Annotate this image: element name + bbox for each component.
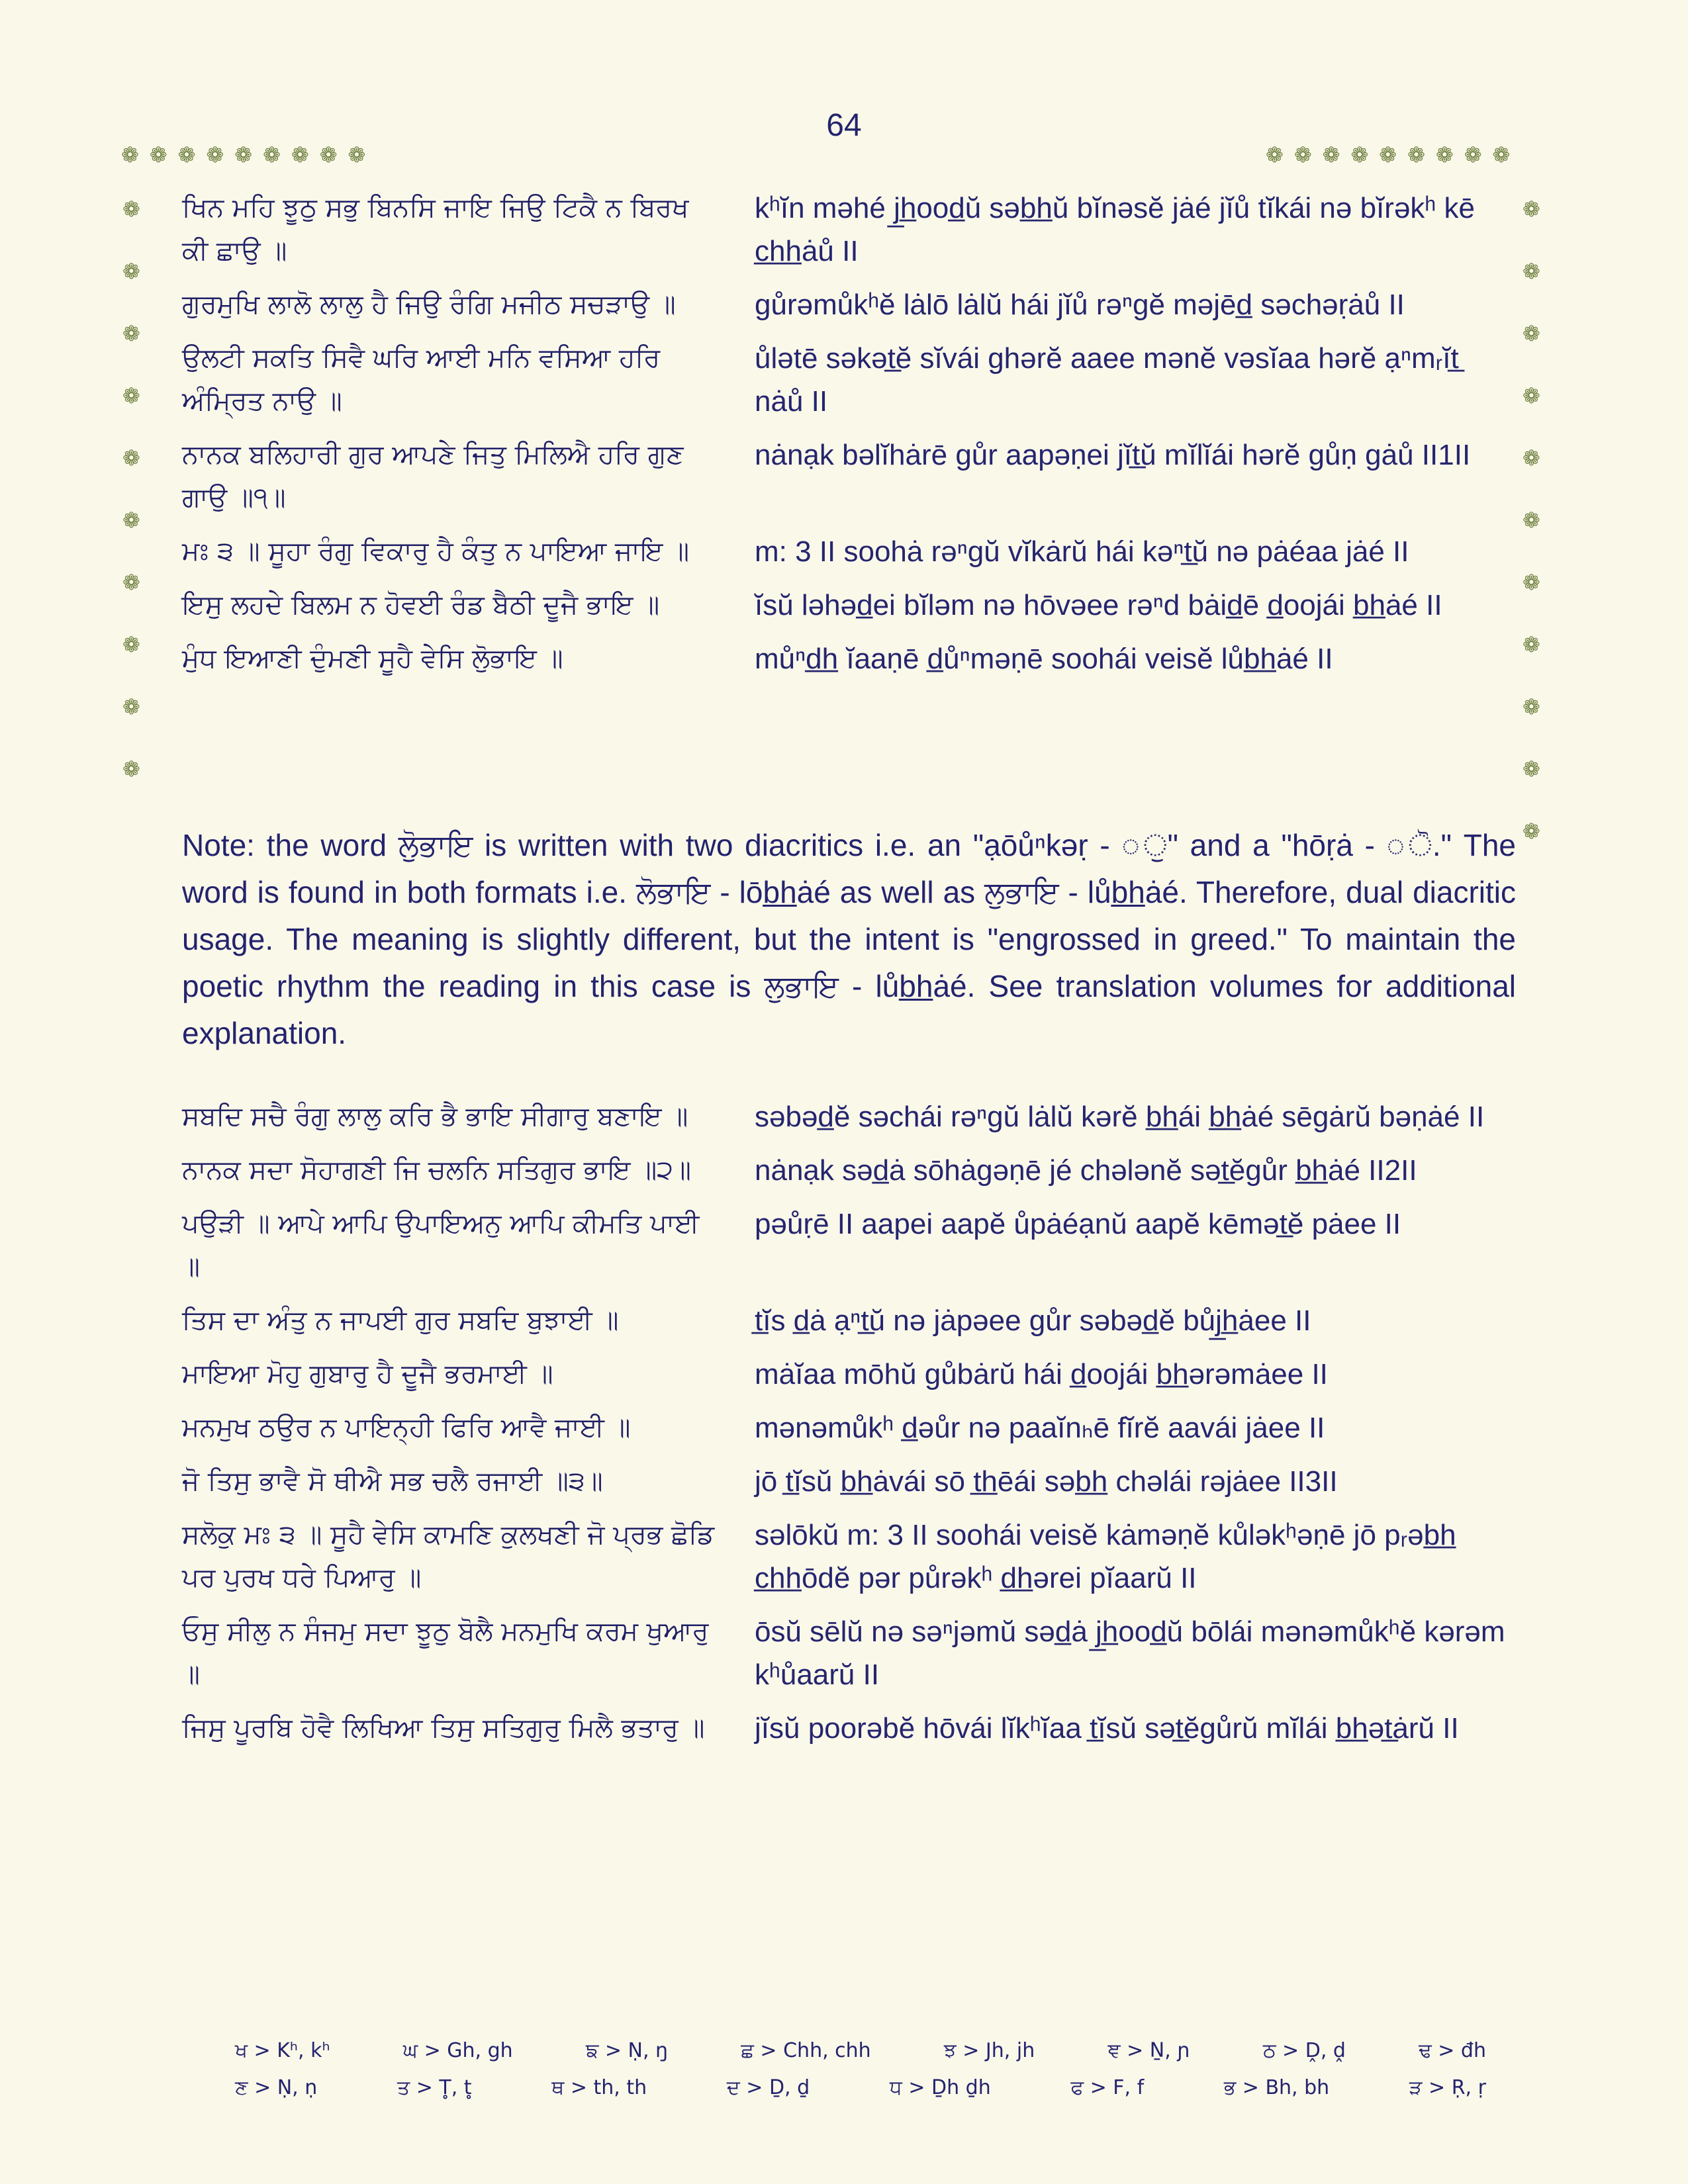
gurmukhi-text: ਓਸੁ ਸੀਲੁ ਨ ਸੰਜਮੁ ਸਦਾ ਝੂਠੁ ਬੋਲੈ ਮਨਮੁਖਿ ਕਰਮ ਖੁਆਰੁ ॥: [182, 1616, 709, 1690]
transliteration-text: ōsŭ sēlŭ nə səⁿjəmŭ səd̲ȧ j̲h̲ood̲ŭ bōlái mənəmůkʰĕ kərəm kʰůaarŭ II: [755, 1615, 1505, 1691]
flower-ornament-icon: ❁: [1523, 756, 1540, 782]
flower-ornament-icon: ❁: [122, 383, 140, 408]
flower-ornament-icon: ❁: [122, 321, 140, 346]
legend-item: ਞ > Ṉ, ɲ: [1107, 2039, 1190, 2062]
transliteration-text: jō t̲ĭsŭ b̲h̲ȧvái sō t̲h̲ēái səb̲h̲ chəlái rəjȧee II3II: [755, 1465, 1338, 1498]
gurmukhi-text: ਸਬਦਿ ਸਚੈ ਰੰਗੁ ਲਾਲੁ ਕਰਿ ਭੈ ਭਾਇ ਸੀਗਾਰੁ ਬਣਾਇ ॥: [182, 1101, 688, 1132]
gurmukhi-text: ਸਲੋਕੁ ਮਃ ੩ ॥ ਸੂਹੈ ਵੇਸਿ ਕਾਮਣਿ ਕੁਲਖਣੀ ਜੋ ਪ੍ਰਭ ਛੋਡਿ ਪਰ ਪੁਰਖ ਧਰੇ ਪਿਆਰੁ ॥: [182, 1520, 715, 1593]
transliteration-text: m: 3 II soohȧ rəⁿgŭ vĭkȧrŭ hái kəⁿt̲ŭ nə pȧéaa jȧé II: [755, 535, 1409, 568]
legend-item: ਙ > Ṇ, ŋ: [585, 2039, 669, 2062]
flower-ornament-icon: ❁: [1523, 632, 1540, 657]
flower-ornament-icon: ❁: [177, 142, 196, 167]
transliteration-text: ĭsŭ ləhəd̲ei bĭləm nə hōvəee rəⁿd bȧid̲ē d̲oojái b̲h̲ȧé II: [755, 589, 1442, 621]
legend-item: ਠ > Ḓ, ḓ: [1262, 2039, 1346, 2062]
flower-ornament-icon: ❁: [1523, 819, 1540, 844]
editor-note: Note: the word ਲੁੋਭਾਇ is written with two diacritics i.e. an "ạōůⁿkəṛ - ◌ੁ" and a "hōṛȧ - ◌ੋ." The word is found in both formats i.e. ਲੋਭਾਇ - lōb̲h̲ȧé as well as ਲੁਭਾਇ - lůb̲h̲ȧé. Therefore, dual diacritic usage. The meaning is slightly different, but the intent is "engrossed in greed." To maintain the poetic rhythm the reading in this case is ਲੁਭਾਇ - lůb̲h̲ȧé. See translation volumes for additional explanation.: [182, 828, 1516, 1050]
transliteration-text: ůlətē səkət̲ĕ sĭvái ghərĕ aaee mənĕ vəsĭaa hərĕ ạⁿmᵣĭt̲ nȧů II: [755, 342, 1459, 418]
verse-row: [182, 433, 1513, 520]
page-number: 64: [826, 108, 862, 143]
verse-row: [182, 1460, 1513, 1503]
transliteration-text: jĭsŭ poorəbĕ hōvái lĭkʰĭaa t̲ĭsŭ sət̲ĕgůrŭ mĭlái b̲h̲ət̲ȧrŭ II: [755, 1712, 1459, 1745]
gurmukhi-text: ਗੁਰਮੁਖਿ ਲਾਲੋ ਲਾਲੁ ਹੈ ਜਿਉ ਰੰਗਿ ਮਜੀਠ ਸਚੜਾਉ ॥: [182, 289, 676, 320]
transliteration-text: nȧnạk səd̲ȧ sōhȧgəṇē jé chələnĕ sət̲ĕgůr b̲h̲ȧé II2II: [755, 1154, 1417, 1187]
legend-item: ਛ > Chh, chh: [741, 2039, 871, 2062]
flower-ornament-icon: ❁: [122, 756, 140, 782]
flower-border-right: [1523, 199, 1540, 842]
flower-ornament-icon: ❁: [1523, 197, 1540, 222]
verse-row: [182, 1610, 1513, 1696]
legend-item: ਣ > Ṇ, ṇ: [235, 2076, 318, 2099]
flower-ornament-icon: ❁: [1523, 570, 1540, 595]
legend-item: ੜ > Ṛ, ṛ: [1409, 2076, 1486, 2099]
legend-item: ਭ > Bh, bh: [1223, 2076, 1330, 2099]
flower-border-left: [122, 199, 140, 780]
flower-ornament-icon: ❁: [1435, 142, 1454, 167]
transliteration-key: [235, 2037, 1486, 2102]
flower-border-top-left: [121, 144, 365, 165]
transliteration-text: můⁿd̲h̲ ĭaaṇē d̲ůⁿməṇē soohái veisĕ lůb̲h̲ȧé II: [755, 643, 1333, 675]
gurmukhi-text: ਇਸੁ ਲਹਦੇ ਬਿਲਮ ਨ ਹੋਵਈ ਰੰਡ ਬੈਠੀ ਦੂਜੈ ਭਾਇ ॥: [182, 590, 660, 620]
gurmukhi-text: ਤਿਸ ਦਾ ਅੰਤੁ ਨ ਜਾਪਈ ਗੁਰ ਸਬਦਿ ਬੁਝਾਈ ॥: [182, 1305, 619, 1336]
flower-ornament-icon: ❁: [1523, 445, 1540, 471]
verse-row: [182, 1299, 1513, 1342]
transliteration-text: kʰĭn məhé j̲h̲ood̲ŭ səb̲h̲ŭ bĭnəsĕ jȧé jĭů tĭkái nə bĭrəkʰ kē c̲h̲h̲ȧů II: [755, 192, 1475, 267]
flower-ornament-icon: ❁: [122, 570, 140, 595]
verse-row: [182, 637, 1513, 680]
transliteration-text: səlōkŭ m: 3 II soohái veisĕ kȧməṇĕ kůləkʰəṇē jō pᵣəb̲h̲ c̲h̲h̲ōdĕ pər půrəkʰ d̲h̲ərei pĭaarŭ II: [755, 1519, 1456, 1594]
flower-ornament-icon: ❁: [122, 445, 140, 471]
legend-item: ਥ > th, th: [551, 2076, 647, 2099]
transliteration-text: nȧnạk bəlĭhȧrē gůr aapəṇei jĭt̲ŭ mĭlĭái hərĕ gůṇ gȧů II1II: [755, 439, 1471, 471]
gurmukhi-text: ਨਾਨਕ ਸਦਾ ਸੋਹਾਗਣੀ ਜਿ ਚਲਨਿ ਸਤਿਗੁਰ ਭਾਇ ॥੨॥: [182, 1155, 692, 1185]
gurmukhi-text: ਨਾਨਕ ਬਲਿਹਾਰੀ ਗੁਰ ਆਪਣੇ ਜਿਤੁ ਮਿਲਿਐ ਹਰਿ ਗੁਣ ਗਾਉ ॥੧॥: [182, 439, 684, 513]
flower-ornament-icon: ❁: [1492, 142, 1511, 167]
flower-ornament-icon: ❁: [121, 142, 139, 167]
flower-ornament-icon: ❁: [348, 142, 366, 167]
legend-item: ਖ > Kʰ, kʰ: [235, 2039, 330, 2062]
legend-row: [235, 2074, 1486, 2102]
transliteration-text: t̲ĭs d̲ȧ ạⁿt̲ŭ nə jȧpəee gůr səbəd̲ĕ bůj̲h̲ȧee II: [755, 1304, 1311, 1337]
legend-item: ਘ > Gh, gh: [402, 2039, 513, 2062]
flower-ornament-icon: ❁: [1523, 694, 1540, 719]
gurmukhi-text: ਮਾਇਆ ਮੋਹੁ ਗੁਬਾਰੁ ਹੈ ਦੂਜੈ ਭਰਮਾਈ ॥: [182, 1359, 553, 1389]
verse-row: [182, 1353, 1513, 1396]
verse-row: [182, 584, 1513, 627]
legend-item: ਢ > đh: [1419, 2039, 1486, 2062]
transliteration-text: pəůṛē II aapei aapĕ ůpȧéạnŭ aapĕ kēmət̲ĕ pȧee II: [755, 1208, 1401, 1240]
verse-row: [182, 283, 1513, 326]
flower-ornament-icon: ❁: [1523, 508, 1540, 533]
legend-row: [235, 2037, 1486, 2065]
gurmukhi-text: ਪਉੜੀ ॥ ਆਪੇ ਆਪਿ ਉਪਾਇਅਨੁ ਆਪਿ ਕੀਮਤਿ ਪਾਈ ॥: [182, 1208, 700, 1282]
flower-ornament-icon: ❁: [1523, 383, 1540, 408]
flower-ornament-icon: ❁: [206, 142, 224, 167]
flower-border-top-right: [1266, 144, 1510, 165]
transliteration-text: mȧĭaa mōhŭ gůbȧrŭ hái d̲oojái b̲h̲ərəmȧee II: [755, 1358, 1328, 1390]
legend-item: ਦ > Ḏ, ḏ: [726, 2076, 810, 2099]
verse-row: [182, 1707, 1513, 1750]
flower-ornament-icon: ❁: [1379, 142, 1397, 167]
legend-item: ਝ > Jh, jh: [943, 2039, 1035, 2062]
flower-ornament-icon: ❁: [1322, 142, 1340, 167]
gurmukhi-text: ਮਨਮੁਖ ਠਉਰ ਨ ਪਾਇਨ੍ਹੀ ਫਿਰਿ ਆਵੈ ਜਾਈ ॥: [182, 1412, 631, 1443]
verse-row: [182, 1514, 1513, 1600]
verse-row: [182, 1149, 1513, 1192]
transliteration-text: səbəd̲ĕ səchái rəⁿgŭ lȧlŭ kərĕ b̲h̲ái b̲h̲ȧé sēgȧrŭ bəṇȧé II: [755, 1101, 1485, 1133]
flower-ornament-icon: ❁: [1523, 259, 1540, 284]
flower-ornament-icon: ❁: [122, 259, 140, 284]
gurmukhi-text: ਮਃ ੩ ॥ ਸੂਹਾ ਰੰਗੁ ਵਿਕਾਰੁ ਹੈ ਕੰਤੁ ਨ ਪਾਇਆ ਜਾਇ ॥: [182, 536, 690, 567]
legend-item: ਫ > F, f: [1070, 2076, 1145, 2099]
transliteration-text: mənəmůkʰ d̲əůr nə paaĭnₕē fĭrĕ aavái jȧee II: [755, 1412, 1325, 1444]
gurmukhi-text: ਉਲਟੀ ਸਕਤਿ ਸਿਵੈ ਘਰਿ ਆਈ ਮਨਿ ਵਸਿਆ ਹਰਿ ਅੰਮ੍ਰਿਤ ਨਾਉ ॥: [182, 343, 661, 416]
gurmukhi-text: ਮੁੰਧ ਇਆਣੀ ਦੁੰਮਣੀ ਸੂਹੈ ਵੇਸਿ ਲੁੋਭਾਇ ॥: [182, 643, 563, 674]
flower-ornament-icon: ❁: [1266, 142, 1284, 167]
flower-ornament-icon: ❁: [1464, 142, 1482, 167]
flower-ornament-icon: ❁: [1350, 142, 1369, 167]
flower-ornament-icon: ❁: [1293, 142, 1312, 167]
flower-ornament-icon: ❁: [122, 632, 140, 657]
verse-row: [182, 187, 1513, 273]
verse-row: [182, 1406, 1513, 1449]
flower-ornament-icon: ❁: [122, 694, 140, 719]
flower-ornament-icon: ❁: [122, 197, 140, 222]
legend-item: ਧ > Ḏh ḏh: [889, 2076, 991, 2099]
flower-ornament-icon: ❁: [122, 508, 140, 533]
verse-row: [182, 1095, 1513, 1138]
flower-ornament-icon: ❁: [234, 142, 253, 167]
verse-row: [182, 530, 1513, 573]
flower-ornament-icon: ❁: [1523, 321, 1540, 346]
gurmukhi-text: ਜਿਸੁ ਪੂਰਬਿ ਹੋਵੈ ਲਿਖਿਆ ਤਿਸੁ ਸਤਿਗੁਰੁ ਮਿਲੈ ਭਤਾਰੁ ॥: [182, 1713, 705, 1743]
verse-row: [182, 337, 1513, 423]
gurmukhi-text: ਜੋ ਤਿਸੁ ਭਾਵੈ ਸੋ ਥੀਐ ਸਭ ਚਲੈ ਰਜਾਈ ॥੩॥: [182, 1466, 603, 1496]
flower-ornament-icon: ❁: [1407, 142, 1425, 167]
transliteration-text: gůrəmůkʰĕ lȧlō lȧlŭ hái jĭů rəⁿgĕ məjēd̲ səchəṛȧů II: [755, 289, 1405, 321]
flower-ornament-icon: ❁: [149, 142, 167, 167]
flower-ornament-icon: ❁: [263, 142, 281, 167]
verse-section-bottom: [182, 1095, 1513, 1760]
verse-section-top: [182, 187, 1513, 691]
gurmukhi-text: ਖਿਨ ਮਹਿ ਝੂਠੁ ਸਭੁ ਬਿਨਸਿ ਜਾਇ ਜਿਉ ਟਿਕੈ ਨ ਬਿਰਖ ਕੀ ਛਾਉ ॥: [182, 193, 689, 266]
legend-item: ਤ > T̥, t̥: [397, 2076, 472, 2099]
flower-ornament-icon: ❁: [291, 142, 309, 167]
verse-row: [182, 1203, 1513, 1289]
flower-ornament-icon: ❁: [319, 142, 338, 167]
